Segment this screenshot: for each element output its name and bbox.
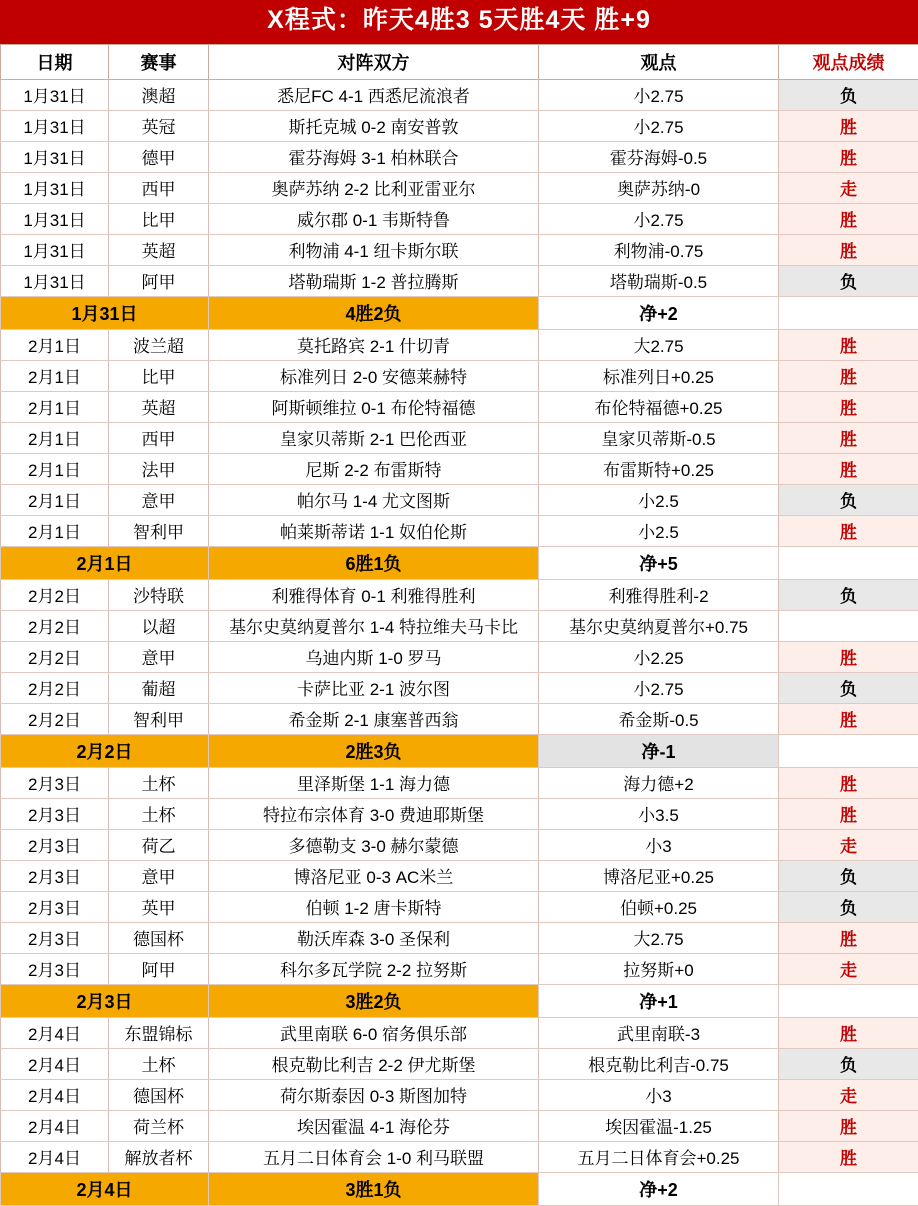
cell-date: 2月2日 <box>1 672 109 703</box>
table-row <box>1 1079 918 1110</box>
table-row <box>1 234 918 265</box>
summary-net: 净-1 <box>539 734 779 767</box>
cell-match: 博洛尼亚 0-3 AC米兰 <box>209 860 539 891</box>
table-body <box>1 44 918 1205</box>
summary-spacer <box>779 1172 918 1205</box>
cell-result: 胜 <box>779 360 918 391</box>
cell-date: 2月3日 <box>1 922 109 953</box>
cell-view: 五月二日体育会+0.25 <box>539 1141 779 1172</box>
cell-match: 基尔史莫纳夏普尔 1-4 特拉维夫马卡比 <box>209 610 539 641</box>
summary-spacer <box>779 296 918 329</box>
cell-match: 多德勒支 3-0 赫尔蒙德 <box>209 829 539 860</box>
table-row <box>1 360 918 391</box>
cell-date: 2月2日 <box>1 703 109 734</box>
summary-record: 4胜2负 <box>209 296 539 329</box>
table-row <box>1 672 918 703</box>
summary-row <box>1 984 918 1017</box>
cell-match: 里泽斯堡 1-1 海力德 <box>209 767 539 798</box>
table-row <box>1 453 918 484</box>
summary-spacer <box>779 984 918 1017</box>
cell-league: 波兰超 <box>109 329 209 360</box>
cell-league: 德国杯 <box>109 1079 209 1110</box>
cell-match: 希金斯 2-1 康塞普西翁 <box>209 703 539 734</box>
table-row <box>1 891 918 922</box>
cell-date: 2月3日 <box>1 860 109 891</box>
cell-date: 1月31日 <box>1 234 109 265</box>
cell-view: 武里南联-3 <box>539 1017 779 1048</box>
table-row <box>1 515 918 546</box>
cell-view: 埃因霍温-1.25 <box>539 1110 779 1141</box>
table-row <box>1 391 918 422</box>
cell-date: 2月3日 <box>1 767 109 798</box>
cell-result: 胜 <box>779 234 918 265</box>
cell-match: 乌迪内斯 1-0 罗马 <box>209 641 539 672</box>
cell-result: 负 <box>779 484 918 515</box>
cell-league: 以超 <box>109 610 209 641</box>
cell-result: 胜 <box>779 515 918 546</box>
results-table <box>0 44 918 1206</box>
table-row <box>1 953 918 984</box>
cell-match: 荷尔斯泰因 0-3 斯图加特 <box>209 1079 539 1110</box>
table-row <box>1 767 918 798</box>
cell-result: 胜 <box>779 453 918 484</box>
cell-date: 2月3日 <box>1 829 109 860</box>
header-league: 赛事 <box>109 44 209 79</box>
table-row <box>1 203 918 234</box>
summary-date: 2月3日 <box>1 984 209 1017</box>
cell-view: 霍芬海姆-0.5 <box>539 141 779 172</box>
cell-result: 胜 <box>779 141 918 172</box>
cell-league: 英冠 <box>109 110 209 141</box>
table-row <box>1 703 918 734</box>
cell-result: 负 <box>779 1048 918 1079</box>
table-row <box>1 1048 918 1079</box>
table-row <box>1 265 918 296</box>
cell-match: 皇家贝蒂斯 2-1 巴伦西亚 <box>209 422 539 453</box>
summary-net: 净+2 <box>539 1172 779 1205</box>
summary-date: 2月1日 <box>1 546 209 579</box>
cell-league: 东盟锦标 <box>109 1017 209 1048</box>
header-match: 对阵双方 <box>209 44 539 79</box>
table-row <box>1 110 918 141</box>
cell-view: 小2.5 <box>539 515 779 546</box>
cell-date: 2月1日 <box>1 329 109 360</box>
cell-date: 2月1日 <box>1 422 109 453</box>
cell-date: 2月1日 <box>1 484 109 515</box>
cell-league: 英超 <box>109 391 209 422</box>
cell-league: 比甲 <box>109 203 209 234</box>
cell-league: 比甲 <box>109 360 209 391</box>
cell-result: 胜 <box>779 422 918 453</box>
table-row <box>1 641 918 672</box>
page-title: X程式：昨天4胜3 5天胜4天 胜+9 <box>0 0 918 44</box>
cell-league: 荷乙 <box>109 829 209 860</box>
cell-result: 负 <box>779 579 918 610</box>
cell-match: 塔勒瑞斯 1-2 普拉腾斯 <box>209 265 539 296</box>
cell-date: 2月1日 <box>1 391 109 422</box>
table-row <box>1 579 918 610</box>
cell-league: 智利甲 <box>109 515 209 546</box>
cell-match: 悉尼FC 4-1 西悉尼流浪者 <box>209 79 539 110</box>
cell-result: 胜 <box>779 391 918 422</box>
cell-league: 荷兰杯 <box>109 1110 209 1141</box>
cell-result: 负 <box>779 891 918 922</box>
cell-league: 德国杯 <box>109 922 209 953</box>
cell-view: 伯顿+0.25 <box>539 891 779 922</box>
cell-date: 1月31日 <box>1 79 109 110</box>
cell-result <box>779 610 918 641</box>
cell-date: 2月4日 <box>1 1048 109 1079</box>
cell-result: 负 <box>779 265 918 296</box>
summary-row <box>1 1172 918 1205</box>
cell-league: 意甲 <box>109 860 209 891</box>
summary-record: 3胜2负 <box>209 984 539 1017</box>
cell-view: 塔勒瑞斯-0.5 <box>539 265 779 296</box>
cell-league: 英超 <box>109 234 209 265</box>
cell-result: 负 <box>779 79 918 110</box>
cell-league: 智利甲 <box>109 703 209 734</box>
cell-league: 西甲 <box>109 172 209 203</box>
cell-match: 阿斯顿维拉 0-1 布伦特福德 <box>209 391 539 422</box>
cell-result: 胜 <box>779 1141 918 1172</box>
summary-date: 1月31日 <box>1 296 209 329</box>
cell-view: 奥萨苏纳-0 <box>539 172 779 203</box>
cell-date: 1月31日 <box>1 265 109 296</box>
cell-league: 西甲 <box>109 422 209 453</box>
cell-match: 五月二日体育会 1-0 利马联盟 <box>209 1141 539 1172</box>
cell-result: 负 <box>779 860 918 891</box>
cell-match: 莫托路宾 2-1 什切青 <box>209 329 539 360</box>
cell-view: 布雷斯特+0.25 <box>539 453 779 484</box>
cell-date: 2月4日 <box>1 1079 109 1110</box>
cell-view: 小2.75 <box>539 672 779 703</box>
summary-net: 净+1 <box>539 984 779 1017</box>
cell-result: 胜 <box>779 1017 918 1048</box>
cell-date: 2月3日 <box>1 798 109 829</box>
cell-match: 勒沃库森 3-0 圣保利 <box>209 922 539 953</box>
summary-net: 净+2 <box>539 296 779 329</box>
cell-league: 阿甲 <box>109 265 209 296</box>
summary-spacer <box>779 734 918 767</box>
cell-view: 小2.75 <box>539 110 779 141</box>
cell-result: 胜 <box>779 1110 918 1141</box>
summary-spacer <box>779 546 918 579</box>
cell-league: 土杯 <box>109 798 209 829</box>
cell-view: 基尔史莫纳夏普尔+0.75 <box>539 610 779 641</box>
table-row <box>1 141 918 172</box>
cell-date: 2月3日 <box>1 953 109 984</box>
cell-view: 博洛尼亚+0.25 <box>539 860 779 891</box>
cell-league: 意甲 <box>109 641 209 672</box>
cell-match: 特拉布宗体育 3-0 费迪耶斯堡 <box>209 798 539 829</box>
cell-result: 胜 <box>779 922 918 953</box>
summary-row <box>1 546 918 579</box>
table-row <box>1 860 918 891</box>
summary-date: 2月4日 <box>1 1172 209 1205</box>
summary-record: 3胜1负 <box>209 1172 539 1205</box>
cell-league: 意甲 <box>109 484 209 515</box>
cell-league: 法甲 <box>109 453 209 484</box>
cell-view: 拉努斯+0 <box>539 953 779 984</box>
table-row <box>1 79 918 110</box>
cell-view: 小3 <box>539 1079 779 1110</box>
cell-view: 皇家贝蒂斯-0.5 <box>539 422 779 453</box>
cell-result: 走 <box>779 829 918 860</box>
table-row <box>1 1017 918 1048</box>
cell-league: 葡超 <box>109 672 209 703</box>
cell-match: 根克勒比利吉 2-2 伊尤斯堡 <box>209 1048 539 1079</box>
cell-league: 解放者杯 <box>109 1141 209 1172</box>
cell-match: 帕莱斯蒂诺 1-1 奴伯伦斯 <box>209 515 539 546</box>
cell-league: 英甲 <box>109 891 209 922</box>
cell-match: 帕尔马 1-4 尤文图斯 <box>209 484 539 515</box>
header-view: 观点 <box>539 44 779 79</box>
cell-view: 大2.75 <box>539 922 779 953</box>
cell-view: 利物浦-0.75 <box>539 234 779 265</box>
table-header-row <box>1 44 918 79</box>
cell-view: 布伦特福德+0.25 <box>539 391 779 422</box>
cell-match: 尼斯 2-2 布雷斯特 <box>209 453 539 484</box>
table-row <box>1 484 918 515</box>
table-row <box>1 329 918 360</box>
cell-league: 阿甲 <box>109 953 209 984</box>
cell-result: 胜 <box>779 110 918 141</box>
cell-result: 走 <box>779 1079 918 1110</box>
cell-date: 1月31日 <box>1 172 109 203</box>
cell-date: 2月1日 <box>1 360 109 391</box>
cell-date: 2月4日 <box>1 1017 109 1048</box>
cell-date: 2月2日 <box>1 610 109 641</box>
cell-league: 澳超 <box>109 79 209 110</box>
cell-league: 沙特联 <box>109 579 209 610</box>
cell-result: 负 <box>779 672 918 703</box>
cell-match: 奥萨苏纳 2-2 比利亚雷亚尔 <box>209 172 539 203</box>
cell-match: 利物浦 4-1 纽卡斯尔联 <box>209 234 539 265</box>
table-row <box>1 610 918 641</box>
cell-result: 胜 <box>779 641 918 672</box>
cell-date: 2月2日 <box>1 641 109 672</box>
header-result: 观点成绩 <box>779 44 918 79</box>
cell-result: 胜 <box>779 329 918 360</box>
cell-view: 小2.5 <box>539 484 779 515</box>
cell-result: 胜 <box>779 703 918 734</box>
cell-view: 希金斯-0.5 <box>539 703 779 734</box>
summary-net: 净+5 <box>539 546 779 579</box>
cell-date: 2月1日 <box>1 515 109 546</box>
cell-date: 2月4日 <box>1 1110 109 1141</box>
cell-match: 利雅得体育 0-1 利雅得胜利 <box>209 579 539 610</box>
cell-view: 标准列日+0.25 <box>539 360 779 391</box>
cell-view: 海力德+2 <box>539 767 779 798</box>
cell-result: 胜 <box>779 767 918 798</box>
cell-view: 小3 <box>539 829 779 860</box>
cell-view: 小2.75 <box>539 203 779 234</box>
summary-record: 6胜1负 <box>209 546 539 579</box>
cell-league: 土杯 <box>109 767 209 798</box>
cell-result: 走 <box>779 172 918 203</box>
cell-view: 小3.5 <box>539 798 779 829</box>
table-row <box>1 798 918 829</box>
cell-match: 威尔郡 0-1 韦斯特鲁 <box>209 203 539 234</box>
cell-date: 2月4日 <box>1 1141 109 1172</box>
summary-date: 2月2日 <box>1 734 209 767</box>
cell-view: 根克勒比利吉-0.75 <box>539 1048 779 1079</box>
cell-view: 小2.25 <box>539 641 779 672</box>
cell-result: 胜 <box>779 203 918 234</box>
cell-match: 斯托克城 0-2 南安普敦 <box>209 110 539 141</box>
cell-result: 走 <box>779 953 918 984</box>
cell-view: 大2.75 <box>539 329 779 360</box>
summary-row <box>1 734 918 767</box>
cell-date: 2月2日 <box>1 579 109 610</box>
cell-match: 霍芬海姆 3-1 柏林联合 <box>209 141 539 172</box>
cell-match: 卡萨比亚 2-1 波尔图 <box>209 672 539 703</box>
summary-record: 2胜3负 <box>209 734 539 767</box>
cell-league: 土杯 <box>109 1048 209 1079</box>
cell-view: 小2.75 <box>539 79 779 110</box>
cell-match: 武里南联 6-0 宿务俱乐部 <box>209 1017 539 1048</box>
cell-result: 胜 <box>779 798 918 829</box>
table-row <box>1 829 918 860</box>
cell-date: 2月3日 <box>1 891 109 922</box>
cell-view: 利雅得胜利-2 <box>539 579 779 610</box>
cell-match: 科尔多瓦学院 2-2 拉努斯 <box>209 953 539 984</box>
cell-date: 2月1日 <box>1 453 109 484</box>
table-row <box>1 172 918 203</box>
cell-date: 1月31日 <box>1 141 109 172</box>
cell-date: 1月31日 <box>1 203 109 234</box>
table-row <box>1 1141 918 1172</box>
table-row <box>1 1110 918 1141</box>
cell-match: 标准列日 2-0 安德莱赫特 <box>209 360 539 391</box>
table-row <box>1 922 918 953</box>
summary-row <box>1 296 918 329</box>
cell-date: 1月31日 <box>1 110 109 141</box>
cell-league: 德甲 <box>109 141 209 172</box>
cell-match: 伯顿 1-2 唐卡斯特 <box>209 891 539 922</box>
header-date: 日期 <box>1 44 109 79</box>
cell-match: 埃因霍温 4-1 海伦芬 <box>209 1110 539 1141</box>
table-row <box>1 422 918 453</box>
